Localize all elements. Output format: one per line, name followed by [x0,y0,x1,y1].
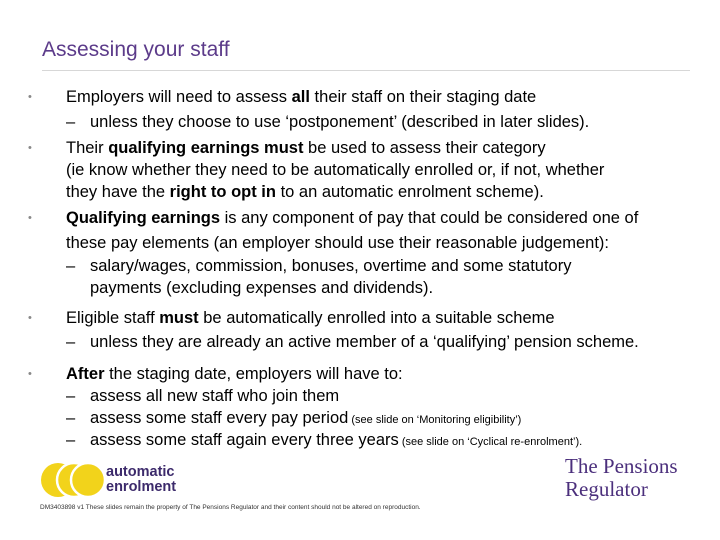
tpr-logo-line-2: Regulator [565,477,648,501]
emphasis: After [66,365,105,383]
tpr-logo-line-1: The Pensions [565,454,678,478]
text: assess some staff every pay period [90,409,349,427]
text: be used to assess their category [303,139,546,157]
bullet-2-line-1 [66,138,546,158]
bullet-marker: • [28,368,32,380]
bullet-4-line-1 [66,308,555,328]
dash-marker: – [66,113,76,131]
bullet-3-line-1 [66,208,638,228]
bullet-5-sub-2 [90,408,521,430]
bullet-1-line-1 [66,87,536,107]
text: Eligible staff [66,309,160,327]
title-divider [42,70,690,71]
bullet-marker: • [28,91,32,103]
dash-marker: – [66,257,76,275]
emphasis: qualifying earnings must [108,139,304,157]
bullet-5-line-1 [66,364,403,384]
automatic-enrolment-logo [40,460,190,500]
emphasis: Qualifying earnings [66,209,221,227]
bullet-marker: • [28,212,32,224]
dash-marker: – [66,409,76,427]
emphasis: right to opt in [169,183,276,201]
bullet-3-sub-2: payments (excluding expenses and dividends). [90,279,434,297]
dash-marker: – [66,387,76,405]
text: Employers will need to assess [66,88,292,106]
slide-reference-note: (see slide on ‘Cyclical re-enrolment’). [398,436,583,448]
logo-line-2: enrolment [106,479,177,495]
text: the staging date, employers will have to: [104,365,403,383]
text: to an automatic enrolment scheme). [275,183,544,201]
logo-line-1: automatic [106,464,175,480]
dash-marker: – [66,431,76,449]
bullet-marker: • [28,312,32,324]
dash-marker: – [66,333,76,351]
bullet-2-line-3 [66,182,544,202]
text: is any component of pay that could be considered one of [220,209,639,227]
footer-disclaimer: DM3403898 v1 These slides remain the property of The Pensions Regulator and their content should not be altered on reproduction. [40,504,421,511]
text: their staff on their staging date [309,88,537,106]
emphasis: all [291,88,310,106]
bullet-5-sub-3 [90,430,582,452]
text: assess some staff again every three years [90,431,399,449]
slide-reference-note: (see slide on ‘Monitoring eligibility’) [348,414,522,426]
text: Their [66,139,109,157]
bullet-5-sub-1: assess all new staff who join them [90,387,340,405]
page-title: Assessing your staff [42,38,230,61]
bullet-2-line-2: (ie know whether they need to be automatically enrolled or, if not, whether [66,161,605,179]
text: they have the [66,183,170,201]
emphasis: must [159,309,199,327]
bullet-3-sub-1: salary/wages, commission, bonuses, overtime and some statutory [90,257,572,275]
bullet-3-line-2: these pay elements (an employer should use their reasonable judgement): [66,234,609,252]
logo-circles-icon [40,460,106,500]
bullet-1-sub: unless they choose to use ‘postponement’ (described in later slides). [90,113,590,131]
text: be automatically enrolled into a suitable scheme [198,309,555,327]
bullet-marker: • [28,142,32,154]
bullet-4-sub: unless they are already an active member of a ‘qualifying’ pension scheme. [90,333,639,351]
